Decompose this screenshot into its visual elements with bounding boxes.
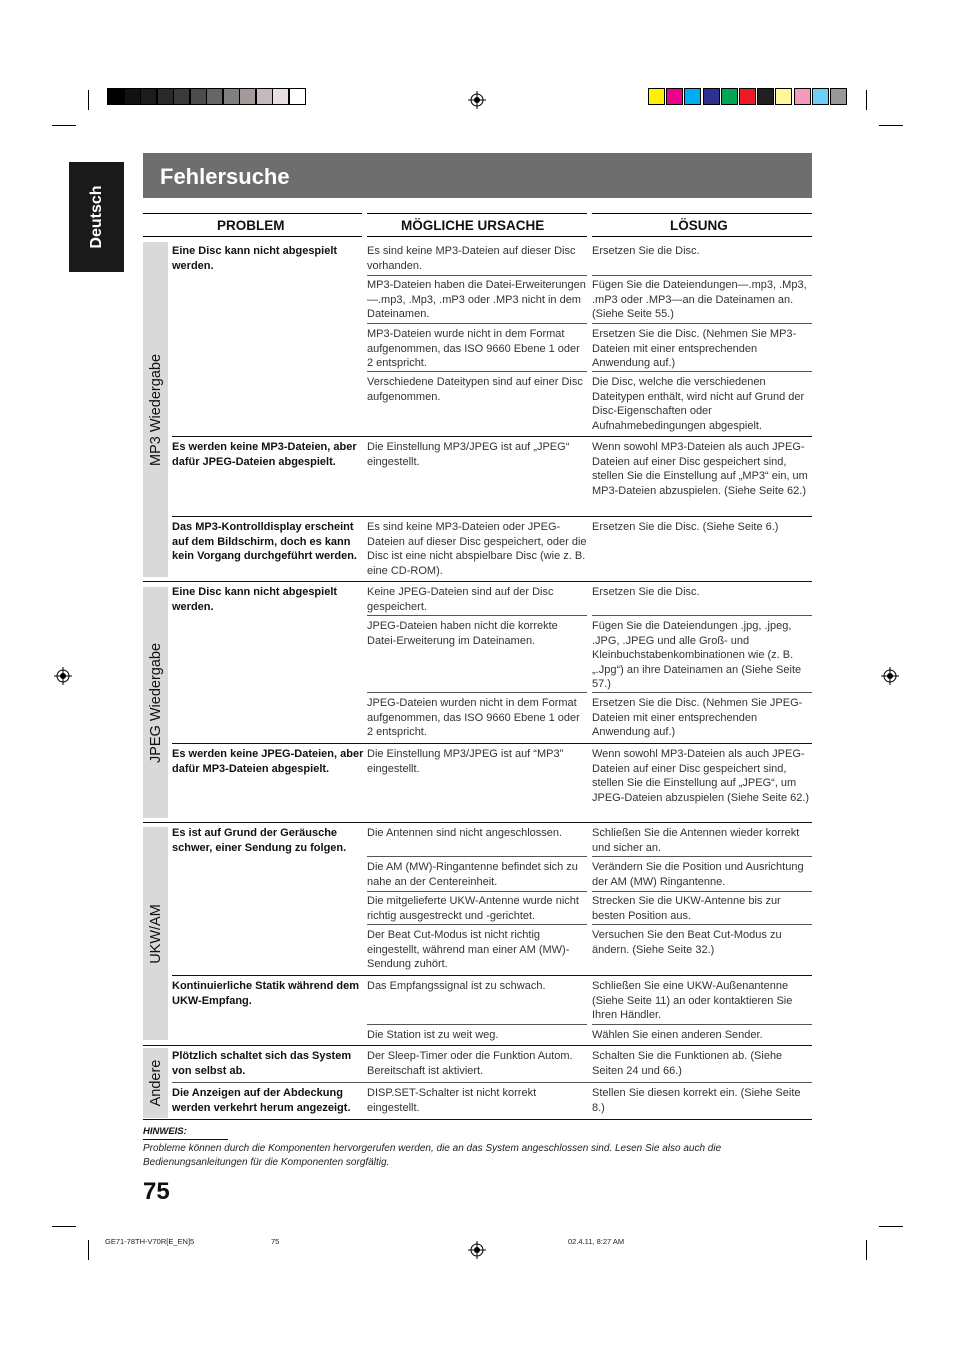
problem-text: Eine Disc kann nicht abgespielt werden. <box>172 245 338 272</box>
solution-text: Ersetzen Sie die Disc. (Nehmen Sie JPEG-Dateien mit einer entsprechenden Anwendung auf.) <box>592 697 803 738</box>
section-other: Andere <box>143 1048 168 1118</box>
solution-text: Wählen Sie einen anderen Sender. <box>592 1029 763 1041</box>
crop-mark <box>88 1240 89 1260</box>
cause-text: Es sind keine MP3-Dateien auf dieser Disc vorhanden. <box>367 245 576 272</box>
problem-text: Es werden keine MP3-Dateien, aber dafür JPEG-Dateien abgespielt. <box>172 441 357 468</box>
solution-text: Verändern Sie die Position und Ausrichtung der AM (MW) Ringantenne. <box>592 861 804 888</box>
note-text: Probleme können durch die Komponenten hervorgerufen werden, die an das System angeschlossen sind. Lesen Sie also auch die Bedienungsanleitungen für die Komponenten sorgfältig. <box>143 1143 722 1168</box>
solution-text: Ersetzen Sie die Disc. <box>592 245 700 257</box>
column-header-problem: PROBLEM <box>143 213 362 237</box>
color-swatch <box>239 88 256 105</box>
color-swatch <box>157 88 174 105</box>
title-bar <box>143 153 812 198</box>
solution-text: Versuchen Sie den Beat Cut-Modus zu ändern. (Siehe Seite 32.) <box>592 929 782 956</box>
solution-text: Die Disc, welche die verschiedenen Dateitypen enthält, wird nicht auf Grund der Disc-Eigenschaften oder Aufnahmebedingungen abgespielt. <box>592 376 805 432</box>
crop-mark <box>88 90 89 110</box>
cause-text: MP3-Dateien haben die Datei-Erweiterungen—.mp3, .Mp3, .mP3 oder .MP3 nicht in dem Dateinamen. <box>367 279 586 320</box>
language-tab <box>69 162 124 272</box>
problem-text: Es ist auf Grund der Geräusche schwer, einer Sendung zu folgen. <box>172 827 347 854</box>
color-swatch <box>666 88 683 105</box>
solution-text: Schalten Sie die Funktionen ab. (Siehe Seiten 24 und 66.) <box>592 1050 783 1077</box>
solution-text: Fügen Sie die Dateiendungen—.mp3, .Mp3, .mP3 oder .MP3—an die Dateinamen an. (Siehe Seite 55.) <box>592 279 807 320</box>
problem-text: Plötzlich schaltet sich das System von selbst ab. <box>172 1050 352 1077</box>
section-jpeg: JPEG Wiedergabe <box>143 587 168 818</box>
color-swatch <box>223 88 240 105</box>
solution-text: Wenn sowohl MP3-Dateien als auch JPEG-Dateien auf einer Disc gespeichert sind, stellen Sie die Einstellung auf „MP3“ ein, um MP3-Dateien abzuspielen. (Siehe Seite 62.) <box>592 441 808 497</box>
cause-text: Es sind keine MP3-Dateien oder JPEG-Dateien auf dieser Disc gespeichert, oder die Disc ist eine nicht abspielbare Disc (wie z. B. eine CD-ROM). <box>367 521 587 577</box>
problem-text: Das MP3-Kontrolldisplay erscheint auf dem Bildschirm, doch es kann kein Vorgang durchgeführt werden. <box>172 521 357 562</box>
cause-text: MP3-Dateien wurde nicht in dem Format aufgenommen, das ISO 9660 Ebene 1 oder 2 entspricht. <box>367 328 580 369</box>
crop-mark <box>866 1240 867 1260</box>
solution-text: Ersetzen Sie die Disc. (Siehe Seite 6.) <box>592 521 779 533</box>
color-swatch <box>794 88 811 105</box>
section-mp3: MP3 Wiedergabe <box>143 242 168 577</box>
crop-mark <box>879 1226 903 1227</box>
registration-mark-icon <box>468 1241 486 1259</box>
solution-text: Fügen Sie die Dateiendungen .jpg, .jpeg, .JPG, .JPEG und alle Groß- und Kleinbuchstabenkombinationen wie (z. B. „.Jpg“) an ihre Dateinamen an (Siehe Seite 57.) <box>592 620 802 690</box>
cause-text: Die Einstellung MP3/JPEG ist auf „JPEG“ eingestellt. <box>367 441 570 468</box>
color-swatch <box>173 88 190 105</box>
cause-text: Der Beat Cut-Modus ist nicht richtig eingestellt, während man einer AM (MW)-Sendung zuhört. <box>367 929 570 970</box>
solution-text: Schließen Sie die Antennen wieder korrekt und sicher an. <box>592 827 800 854</box>
color-swatch <box>757 88 774 105</box>
problem-text: Kontinuierliche Statik während dem UKW-Empfang. <box>172 980 360 1007</box>
color-swatch <box>256 88 273 105</box>
cause-text: JPEG-Dateien wurden nicht in dem Format aufgenommen, das ISO 9660 Ebene 1 oder 2 entspricht. <box>367 697 580 738</box>
footer-file: GE71-78TH-V70R[E_EN]5 <box>105 1237 195 1246</box>
column-header-cause: MÖGLICHE URSACHE <box>367 213 587 237</box>
cause-text: Verschiedene Dateitypen sind auf einer Disc aufgenommen. <box>367 376 583 403</box>
crop-mark <box>52 1226 76 1227</box>
crop-mark <box>879 125 903 126</box>
registration-mark-icon <box>54 667 72 685</box>
crop-mark <box>866 90 867 110</box>
cause-text: JPEG-Dateien haben nicht die korrekte Datei-Erweiterung im Dateinamen. <box>367 620 558 647</box>
cause-text: Die Antennen sind nicht angeschlossen. <box>367 827 563 839</box>
cause-text: Keine JPEG-Dateien sind auf der Disc gespeichert. <box>367 586 554 613</box>
cause-text: Die AM (MW)-Ringantenne befindet sich zu nahe an der Centereinheit. <box>367 861 578 888</box>
color-swatch <box>703 88 720 105</box>
footer-date: 02.4.11, 8:27 AM <box>568 1237 625 1246</box>
solution-text: Stellen Sie diesen korrekt ein. (Siehe Seite 8.) <box>592 1087 801 1114</box>
color-swatch <box>107 88 124 105</box>
footer-page: 75 <box>271 1237 280 1246</box>
color-swatch <box>206 88 223 105</box>
registration-mark-icon <box>468 91 486 109</box>
registration-mark-icon <box>881 667 899 685</box>
cause-text: Der Sleep-Timer oder die Funktion Autom. Bereitschaft ist aktiviert. <box>367 1050 573 1077</box>
color-swatch <box>830 88 847 105</box>
color-swatch <box>648 88 665 105</box>
color-swatch <box>739 88 756 105</box>
cause-text: DISP.SET-Schalter ist nicht korrekt eingestellt. <box>367 1087 537 1114</box>
crop-mark <box>52 125 76 126</box>
color-swatch <box>140 88 157 105</box>
solution-text: Schließen Sie eine UKW-Außenantenne (Siehe Seite 11) an oder kontaktieren Sie Ihren Händler. <box>592 980 793 1021</box>
color-swatch <box>812 88 829 105</box>
solution-text: Wenn sowohl MP3-Dateien als auch JPEG-Dateien auf einer Disc gespeichert sind, stellen Sie die Einstellung auf „JPEG“, um JPEG-Dateien abzuspielen (Siehe Seite 62.) <box>592 748 810 804</box>
problem-text: Es werden keine JPEG-Dateien, aber dafür MP3-Dateien abgespielt. <box>172 748 364 775</box>
solution-text: Ersetzen Sie die Disc. <box>592 586 700 598</box>
cause-text: Die mitgelieferte UKW-Antenne wurde nicht richtig ausgestreckt und -gerichtet. <box>367 895 579 922</box>
page-number: 75 <box>143 1178 170 1205</box>
cause-text: Die Station ist zu weit weg. <box>367 1029 499 1041</box>
solution-text: Ersetzen Sie die Disc. (Nehmen Sie MP3-Dateien mit einer entsprechenden Anwendung auf.) <box>592 328 797 369</box>
problem-text: Die Anzeigen auf der Abdeckung werden verkehrt herum angezeigt. <box>172 1087 351 1114</box>
column-header-solution: LÖSUNG <box>592 213 812 237</box>
color-swatch <box>721 88 738 105</box>
cause-text: Die Einstellung MP3/JPEG ist auf “MP3” eingestellt. <box>367 748 564 775</box>
page-title: Fehlersuche <box>160 164 290 189</box>
language-label: Deutsch <box>87 185 105 249</box>
color-swatch <box>289 88 306 105</box>
color-swatch <box>190 88 207 105</box>
cause-text: Das Empfangssignal ist zu schwach. <box>367 980 546 992</box>
color-swatch <box>272 88 289 105</box>
section-fm-am: UKW/AM <box>143 827 168 1040</box>
note-label: HINWEIS: <box>143 1126 187 1137</box>
color-swatch <box>684 88 701 105</box>
color-swatch <box>124 88 141 105</box>
solution-text: Strecken Sie die UKW-Antenne bis zur besten Position aus. <box>592 895 781 922</box>
problem-text: Eine Disc kann nicht abgespielt werden. <box>172 586 338 613</box>
color-swatch <box>775 88 792 105</box>
